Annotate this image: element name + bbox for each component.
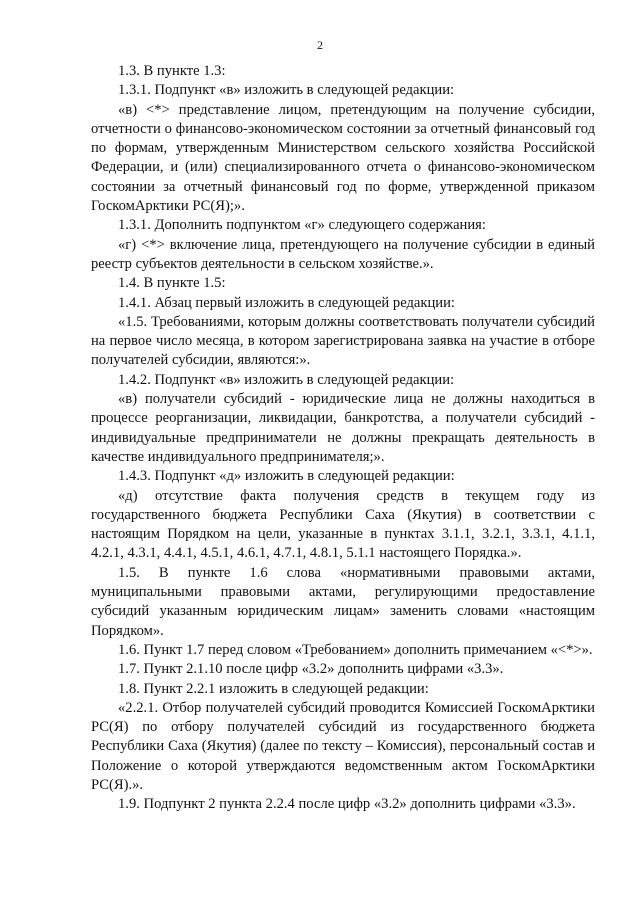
- paragraph: 1.3.1. Подпункт «в» изложить в следующей редакции:: [118, 82, 455, 99]
- paragraph: 1.3. В пункте 1.3:: [118, 63, 226, 79]
- paragraph: «1.5. Требованиями, которым должны соответствовать получатели субсидий на первое число месяца, в котором зарегистрирована заявка на участие в отборе получателей субсидии, являются:».: [91, 313, 595, 369]
- paragraph: «2.2.1. Отбор получателей субсидий проводится Комиссией ГоскомАрктики РС(Я) по отбору получателей субсидий из государственного бюджета Республики Саха (Якутия) (далее по тексту – Комиссия), персональный состав и Положение о которой утверждаются ведомственным актом ГоскомАрктики РС(Я).».: [91, 699, 595, 793]
- paragraph: «г) <*> включение лица, претендующего на получение субсидии в единый реестр субъектов деятельности в сельском хозяйстве.».: [91, 236, 595, 272]
- paragraph: 1.7. Пункт 2.1.10 после цифр «3.2» дополнить цифрами «3.3».: [118, 661, 504, 678]
- paragraph: «д) отсутствие факта получения средств в текущем году из государственного бюджета Республики Саха (Якутия) в соответствии с настоящим Порядком на цели, указанные в пунктах 3.1.1, 3.2.1, 3.3.1, 4.1.1, 4.2.1, 4.3.1, 4.4.1, 4.5.1, 4.6.1, 4.7.1, 4.8.1, 5.1.1 настоящего Порядка.».: [91, 487, 595, 562]
- paragraph: 1.4.2. Подпункт «в» изложить в следующей редакции:: [118, 371, 455, 388]
- document-body: [91, 62, 595, 815]
- paragraph: «в) <*> представление лицом, претендующим на получение субсидии, отчетности о финансово-экономическом состоянии за отчетный финансовый год по формам, утвержденным Министерством сельского хозяйства Российской Федерации, и (или) специализированного отчета о финансово-экономическом состоянии за отчетный финансовый год по форме, утвержденной приказом ГоскомАрктики РС(Я);».: [91, 101, 595, 215]
- paragraph: 1.4. В пункте 1.5:: [118, 275, 226, 292]
- paragraph: 1.9. Подпункт 2 пункта 2.2.4 после цифр «3.2» дополнить цифрами «3.3».: [118, 796, 576, 813]
- paragraph: 1.4.1. Абзац первый изложить в следующей редакции:: [118, 294, 455, 311]
- paragraph: 1.3.1. Дополнить подпунктом «г» следующего содержания:: [118, 217, 486, 234]
- paragraph: 1.4.3. Подпункт «д» изложить в следующей редакции:: [118, 468, 455, 485]
- paragraph: 1.6. Пункт 1.7 перед словом «Требованием» дополнить примечанием «<*>».: [118, 641, 593, 658]
- page-number: 2: [317, 38, 323, 52]
- paragraph: «в) получатели субсидий - юридические лица не должны находиться в процессе реорганизации, ликвидации, банкротства, а получатели субсидий - индивидуальные предприниматели не должны прекращать деятельность в качестве индивидуального предпринимателя;».: [91, 391, 595, 465]
- paragraph: 1.5. В пункте 1.6 слова «нормативными правовыми актами, муниципальными правовыми актами, регулирующими предоставление субсидий указанным юридическим лицам» заменить словами «настоящим Порядком».: [91, 564, 595, 639]
- paragraph: 1.8. Пункт 2.2.1 изложить в следующей редакции:: [118, 680, 429, 697]
